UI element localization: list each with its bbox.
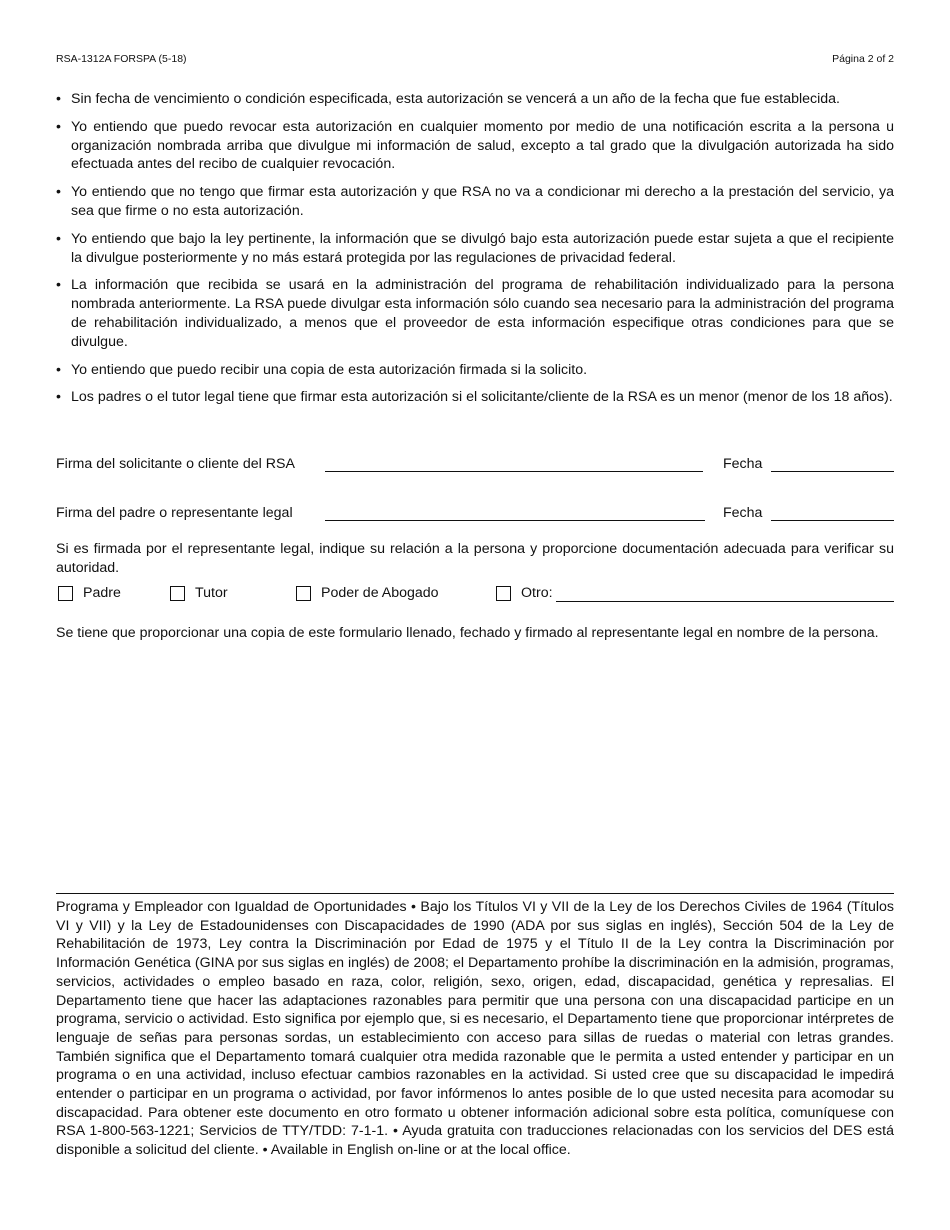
page-header <box>56 53 894 65</box>
footer-divider <box>56 893 894 894</box>
checkbox-label: Otro: <box>521 585 553 601</box>
checkbox-otro[interactable] <box>496 585 553 601</box>
checkbox-box[interactable] <box>496 586 511 601</box>
list-item: • Yo entiendo que no tengo que firmar esta autorización y que RSA no va a condicionar mi derecho a la prestación del servicio, ya sea que firme o no esta autorización. <box>56 183 894 221</box>
list-item: • Los padres o el tutor legal tiene que firmar esta autorización si el solicitante/cliente de la RSA es un menor (menor de los 18 años). <box>56 388 894 407</box>
parent-signature-row <box>56 501 894 521</box>
client-date-field[interactable] <box>771 470 894 472</box>
relationship-options <box>56 585 894 607</box>
relationship-instruction: Si es firmada por el representante legal, indique su relación a la persona y proporcione documentación adecuada para verificar su autoridad. <box>56 541 894 576</box>
equal-opportunity-notice: Programa y Empleador con Igualdad de Oportunidades • Bajo los Títulos VI y VII de la Ley de los Derechos Civiles de 1964 (Títulos VI y VII) y la Ley de Estadounidenses con Discapacidades de 1990 (ADA por sus siglas en inglés), Sección 504 de la Ley de Rehabilitación de 1973, Ley contra la Discriminación por Edad de 1975 y el Título II de la Ley contra la Discriminación por Información Genética (GINA por sus siglas en inglés) de 2008; el Departamento prohíbe la discriminación en la admisión, programas, servicios, actividades o empleo basado en raza, color, religión, sexo, origen, edad, discapacidad, genética y represalias. El Departamento tiene que hacer las adaptaciones razonables para permitir que una persona con una discapacidad participe en un programa, servicio o actividad. Esto significa por ejemplo que, si es necesario, el Departamento tiene que proporcionar intérpretes de lenguaje de señas para personas sordas, un establecimiento con acceso para sillas de ruedas o material con letras grandes. También significa que el Departamento tomará cualquier otra medida razonable que le permita a usted entender y participar en un programa o en una actividad, incluso efectuar cambios razonables en la actividad. Si usted cree que su discapacidad le impedirá entender o participar en un programa o actividad, por favor infórmenos lo antes posible de lo que usted necesita para acomodar su discapacidad. Para obtener este documento en otro formato u obtener información adicional sobre esta política, comuníquese con RSA 1-800-563-1221; Servicios de TTY/TDD: 7-1-1. • Ayuda gratuita con traducciones relacionadas con los servicios del DES está disponible a solicitud del cliente. • Available in English on-line or at the local office. <box>56 899 894 1159</box>
client-signature-label: Firma del solicitante o cliente del RSA <box>56 456 295 472</box>
copy-notice: Se tiene que proporcionar una copia de este formulario llenado, fechado y firmado al representante legal en nombre de la persona. <box>56 625 879 641</box>
checkbox-padre[interactable] <box>58 585 121 601</box>
client-date-label: Fecha <box>723 456 763 472</box>
checkbox-label: Tutor <box>195 585 228 601</box>
parent-signature-field[interactable] <box>325 519 705 521</box>
form-id: RSA-1312A FORSPA (5-18) <box>56 53 187 65</box>
list-item: • Yo entiendo que puedo recibir una copia de esta autorización firmada si la solicito. <box>56 361 894 380</box>
list-item: • Sin fecha de vencimiento o condición especificada, esta autorización se vencerá a un año de la fecha que fue establecida. <box>56 90 894 109</box>
client-signature-field[interactable] <box>325 470 703 472</box>
checkbox-box[interactable] <box>296 586 311 601</box>
checkbox-label: Poder de Abogado <box>321 585 439 601</box>
client-signature-row <box>56 452 894 472</box>
list-item: • Yo entiendo que bajo la ley pertinente, la información que se divulgó bajo esta autorización puede estar sujeta a que el recipiente la divulgue posteriormente y no más estará protegida por las regulaciones de privacidad federal. <box>56 230 894 268</box>
checkbox-tutor[interactable] <box>170 585 228 601</box>
authorization-terms-list <box>56 90 894 416</box>
parent-date-label: Fecha <box>723 505 763 521</box>
checkbox-box[interactable] <box>170 586 185 601</box>
list-item: • Yo entiendo que puedo revocar esta autorización en cualquier momento por medio de una notificación escrita a la persona u organización nombrada arriba que divulgue mi información de salud, excepto a tal grado que la divulgación autorizada ha sido efectuada antes del recibo de cualquier revocación. <box>56 118 894 174</box>
parent-date-field[interactable] <box>771 519 894 521</box>
page-number: Página 2 of 2 <box>832 53 894 65</box>
checkbox-poder-de-abogado[interactable] <box>296 585 439 601</box>
checkbox-label: Padre <box>83 585 121 601</box>
checkbox-box[interactable] <box>58 586 73 601</box>
list-item: • La información que recibida se usará en la administración del programa de rehabilitación individualizado para la persona nombrada anteriormente. La RSA puede divulgar esta información sólo cuando sea necesario para la administración del programa de rehabilitación individualizado, a menos que el proveedor de esta información especifique otras condiciones para que se divulgue. <box>56 276 894 351</box>
parent-signature-label: Firma del padre o representante legal <box>56 505 293 521</box>
other-relationship-field[interactable] <box>556 601 894 602</box>
